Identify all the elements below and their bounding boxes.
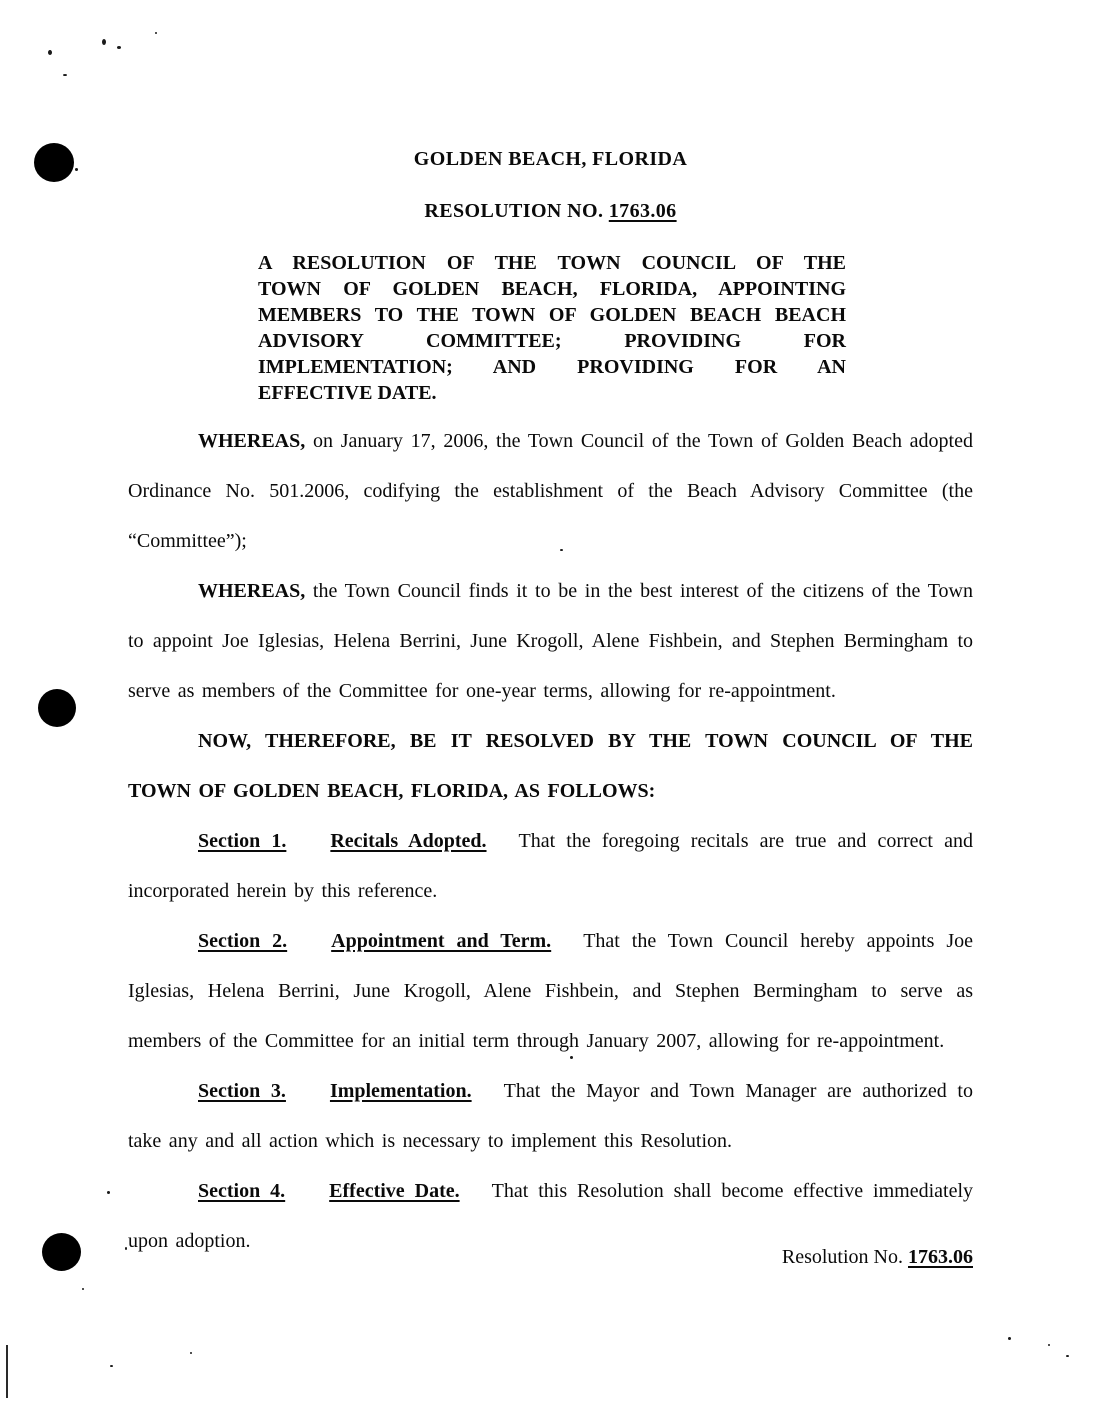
- scan-speck: [48, 50, 52, 55]
- section-1: [128, 816, 973, 916]
- resolved-clause: NOW, THEREFORE, BE IT RESOLVED BY THE TOWN COUNCIL OF THE TOWN OF GOLDEN BEACH, FLORIDA, AS FOLLOWS:: [128, 730, 973, 802]
- footer-prefix: Resolution No.: [781, 1246, 903, 1268]
- whereas-lead: WHEREAS,: [198, 580, 306, 602]
- section-label: Section 2.: [198, 930, 288, 952]
- resolution-number-heading: [128, 200, 973, 223]
- whereas-lead: WHEREAS,: [198, 430, 306, 452]
- preamble-line: MEMBERS TO THE TOWN OF GOLDEN BEACH BEACH: [258, 304, 846, 326]
- preamble-line: IMPLEMENTATION; AND PROVIDING FOR AN: [258, 356, 846, 378]
- scan-speck: [190, 1352, 192, 1354]
- whereas-clause-2: [128, 566, 973, 716]
- document-content: [128, 0, 973, 1266]
- punch-hole-top: [34, 143, 74, 182]
- document-body: [128, 416, 973, 1266]
- scan-speck: [107, 1191, 110, 1194]
- scan-speck: [102, 39, 106, 45]
- scan-speck: [63, 74, 67, 76]
- whereas-text: the Town Council finds it to be in the best interest of the citizens of the Town to appoint Joe Iglesias, Helena Berrini, June Krogoll, Alene Fishbein, and Stephen Bermingham to serve as members of the Committee for one-year terms, allowing for re-appointment.: [128, 580, 974, 702]
- scan-edge-line: [6, 1345, 8, 1398]
- scan-speck: [75, 168, 78, 171]
- section-text: That the foregoing recitals are true and correct and incorporated herein by this reference.: [128, 830, 974, 902]
- resolution-heading-number: 1763.06: [608, 200, 677, 222]
- whereas-text: on January 17, 2006, the Town Council of the Town of Golden Beach adopted Ordinance No. 501.2006, codifying the establishment of the Beach Advisory Committee (the “Committee”);: [128, 430, 973, 552]
- scan-speck: [1066, 1355, 1069, 1357]
- punch-hole-bottom: [42, 1233, 81, 1271]
- scan-speck: [82, 1288, 84, 1290]
- scan-speck: [1008, 1337, 1011, 1340]
- scan-speck: [1048, 1344, 1050, 1346]
- preamble-line: EFFECTIVE DATE.: [258, 382, 437, 404]
- section-text: That the Town Council hereby appoints Joe Iglesias, Helena Berrini, June Krogoll, Alene Fishbein, and Stephen Bermingham to serve as members of the Committee for an initial term through January 2007, allowing for re-appointment.: [128, 930, 973, 1052]
- section-title: Recitals Adopted.: [330, 830, 487, 852]
- scan-speck: [110, 1365, 113, 1367]
- section-3: [128, 1066, 973, 1166]
- footer-number: 1763.06: [908, 1246, 973, 1268]
- section-2: [128, 916, 973, 1066]
- section-label: Section 1.: [198, 830, 287, 852]
- section-title: Effective Date.: [329, 1180, 460, 1202]
- resolution-preamble: [258, 250, 846, 406]
- section-label: Section 4.: [198, 1180, 286, 1202]
- document-title: GOLDEN BEACH, FLORIDA: [413, 148, 688, 170]
- section-title: Implementation.: [329, 1080, 472, 1102]
- section-label: Section 3.: [198, 1080, 286, 1102]
- resolution-heading-prefix: RESOLUTION NO.: [424, 200, 604, 222]
- scan-speck: [125, 1247, 127, 1250]
- punch-hole-middle: [38, 689, 76, 727]
- section-text: That the Mayor and Town Manager are authorized to take any and all action which is necessary to implement this Resolution.: [128, 1080, 973, 1152]
- section-title: Appointment and Term.: [331, 930, 552, 952]
- footer-resolution-number: [128, 1246, 973, 1269]
- section-text: That this Resolution shall become effective immediately upon adoption.: [128, 1180, 973, 1252]
- scan-speck: [117, 46, 121, 49]
- whereas-clause-1: [128, 416, 973, 566]
- preamble-line: A RESOLUTION OF THE TOWN COUNCIL OF THE: [258, 252, 846, 274]
- preamble-line: TOWN OF GOLDEN BEACH, FLORIDA, APPOINTING: [258, 278, 846, 300]
- preamble-line: ADVISORY COMMITTEE; PROVIDING FOR: [258, 330, 846, 352]
